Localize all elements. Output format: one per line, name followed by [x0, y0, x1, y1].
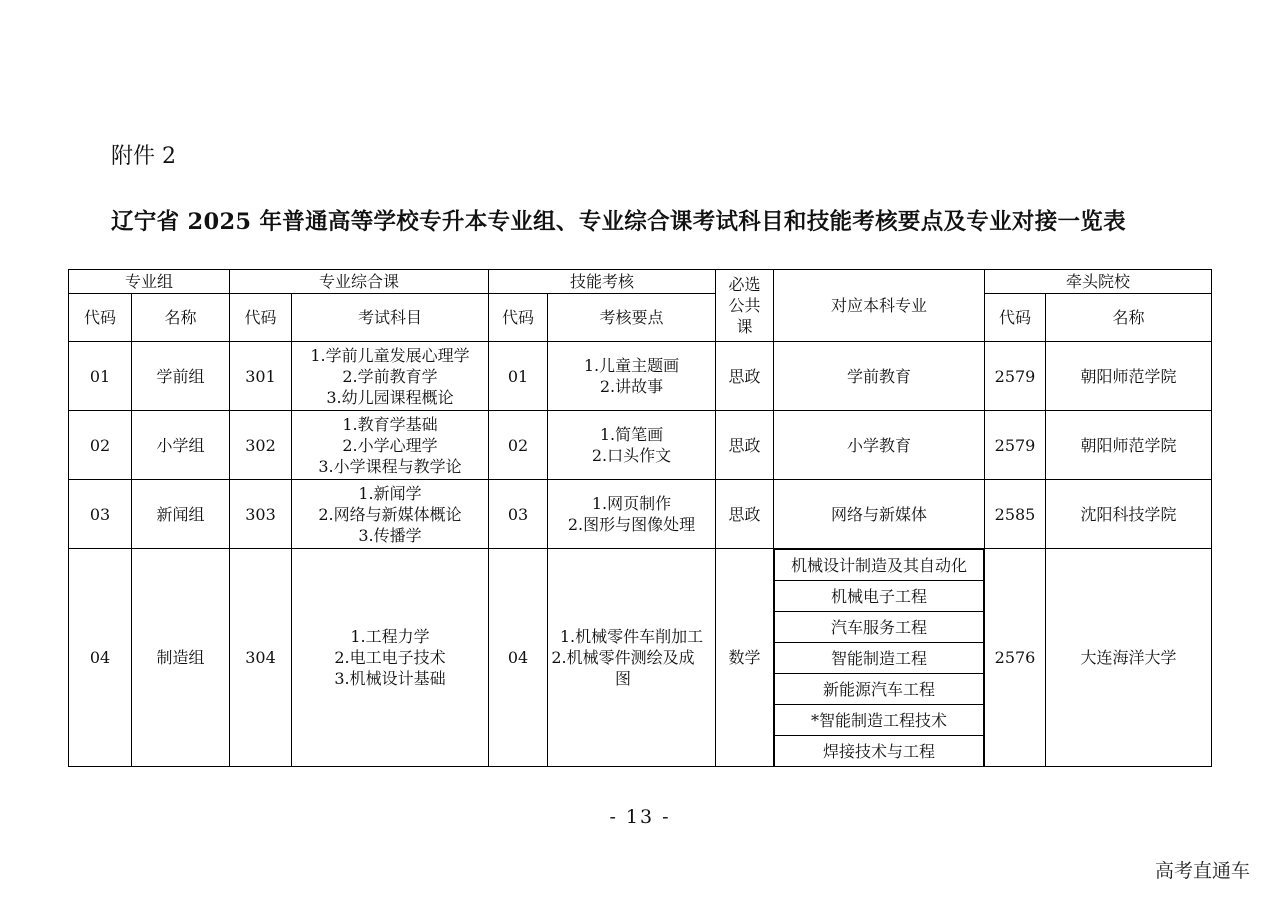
- table-row: [69, 549, 1212, 767]
- table-row: [69, 411, 1212, 480]
- exam-subjects: [292, 549, 489, 767]
- header-group-name: 名称: [132, 294, 230, 342]
- header-public-line: 课: [736, 317, 753, 336]
- major-item: 汽车服务工程: [775, 612, 984, 643]
- public-course: 数学: [716, 549, 774, 767]
- header-row-2: [69, 294, 1212, 342]
- skill-item: 1.简笔画: [599, 425, 664, 444]
- major-item: 机械电子工程: [775, 581, 984, 612]
- skill-item: 1.机械零件车削加工: [559, 627, 704, 646]
- major: 学前教育: [774, 342, 985, 411]
- course-code: 301: [230, 342, 292, 411]
- major-item: 焊接技术与工程: [775, 736, 984, 767]
- group-name: 新闻组: [132, 480, 230, 549]
- exam-subjects: [292, 480, 489, 549]
- subject-item: 2.电工电子技术: [334, 648, 446, 667]
- subject-item: 3.幼儿园课程概论: [326, 387, 454, 407]
- header-row-1: [69, 270, 1212, 294]
- header-course-code: 代码: [230, 294, 292, 342]
- public-course: 思政: [716, 342, 774, 411]
- skill-item: 2.讲故事: [599, 377, 664, 396]
- major: 小学教育: [774, 411, 985, 480]
- skill-item: 2.机械零件测绘及成图: [551, 648, 695, 688]
- admission-table: [68, 269, 1212, 767]
- group-name: 小学组: [132, 411, 230, 480]
- exam-subjects: [292, 342, 489, 411]
- public-course: 思政: [716, 411, 774, 480]
- course-code: 302: [230, 411, 292, 480]
- header-public-line: 必选: [728, 275, 761, 294]
- header-major: 对应本科专业: [774, 270, 985, 342]
- major-list: [774, 549, 985, 767]
- school-code: 2576: [985, 549, 1046, 767]
- school-code: 2579: [985, 342, 1046, 411]
- exam-subjects: [292, 411, 489, 480]
- skill-item: 1.儿童主题画: [583, 356, 680, 375]
- school-name: 沈阳科技学院: [1046, 480, 1212, 549]
- skill-points: [548, 480, 716, 549]
- skill-points: [548, 342, 716, 411]
- major-item: *智能制造工程技术: [775, 705, 984, 736]
- subject-item: 1.学前儿童发展心理学: [310, 345, 470, 365]
- table-row: [69, 342, 1212, 411]
- school-name: 朝阳师范学院: [1046, 411, 1212, 480]
- group-code: 03: [69, 480, 132, 549]
- school-code: 2585: [985, 480, 1046, 549]
- group-code: 04: [69, 549, 132, 767]
- group-name: 制造组: [132, 549, 230, 767]
- skill-code: 01: [489, 342, 548, 411]
- major-item: 智能制造工程: [775, 643, 984, 674]
- group-code: 02: [69, 411, 132, 480]
- group-code: 01: [69, 342, 132, 411]
- subject-item: 2.网络与新媒体概论: [318, 504, 462, 524]
- course-code: 303: [230, 480, 292, 549]
- header-skill: 技能考核: [489, 270, 716, 294]
- public-course: 思政: [716, 480, 774, 549]
- school-name: 大连海洋大学: [1046, 549, 1212, 767]
- header-skill-code: 代码: [489, 294, 548, 342]
- header-school-code: 代码: [985, 294, 1046, 342]
- subject-item: 3.机械设计基础: [334, 669, 446, 688]
- major: 网络与新媒体: [774, 480, 985, 549]
- header-school-name: 名称: [1046, 294, 1212, 342]
- subject-item: 1.新闻学: [358, 483, 422, 503]
- subject-item: 3.小学课程与教学论: [318, 456, 462, 476]
- header-public-course: [716, 270, 774, 342]
- page-number: - 13 -: [609, 806, 671, 828]
- header-school: 牵头院校: [985, 270, 1212, 294]
- header-skill-points: 考核要点: [548, 294, 716, 342]
- group-name: 学前组: [132, 342, 230, 411]
- skill-points: [548, 549, 716, 767]
- skill-code: 04: [489, 549, 548, 767]
- school-name: 朝阳师范学院: [1046, 342, 1212, 411]
- skill-item: 1.网页制作: [591, 494, 672, 513]
- skill-points: [548, 411, 716, 480]
- school-code: 2579: [985, 411, 1046, 480]
- subject-item: 1.教育学基础: [342, 414, 438, 434]
- header-group-code: 代码: [69, 294, 132, 342]
- subject-item: 2.小学心理学: [342, 435, 438, 455]
- major-item: 机械设计制造及其自动化: [775, 550, 984, 581]
- subject-item: 3.传播学: [358, 525, 422, 545]
- skill-code: 03: [489, 480, 548, 549]
- header-exam-subjects: 考试科目: [292, 294, 489, 342]
- skill-item: 2.口头作文: [591, 446, 672, 465]
- skill-item: 2.图形与图像处理: [567, 515, 696, 534]
- subject-item: 2.学前教育学: [342, 366, 438, 386]
- course-code: 304: [230, 549, 292, 767]
- table-row: [69, 480, 1212, 549]
- header-public-line: 公共: [728, 296, 761, 315]
- subject-item: 1.工程力学: [350, 627, 430, 646]
- attachment-label: 附件 2: [111, 144, 176, 169]
- header-course: 专业综合课: [230, 270, 489, 294]
- major-item: 新能源汽车工程: [775, 674, 984, 705]
- skill-code: 02: [489, 411, 548, 480]
- watermark: 高考直通车: [1154, 861, 1250, 882]
- header-group: 专业组: [69, 270, 230, 294]
- document-title: 辽宁省 2025 年普通高等学校专升本专业组、专业综合课考试科目和技能考核要点及专业对接一览表: [111, 209, 1126, 235]
